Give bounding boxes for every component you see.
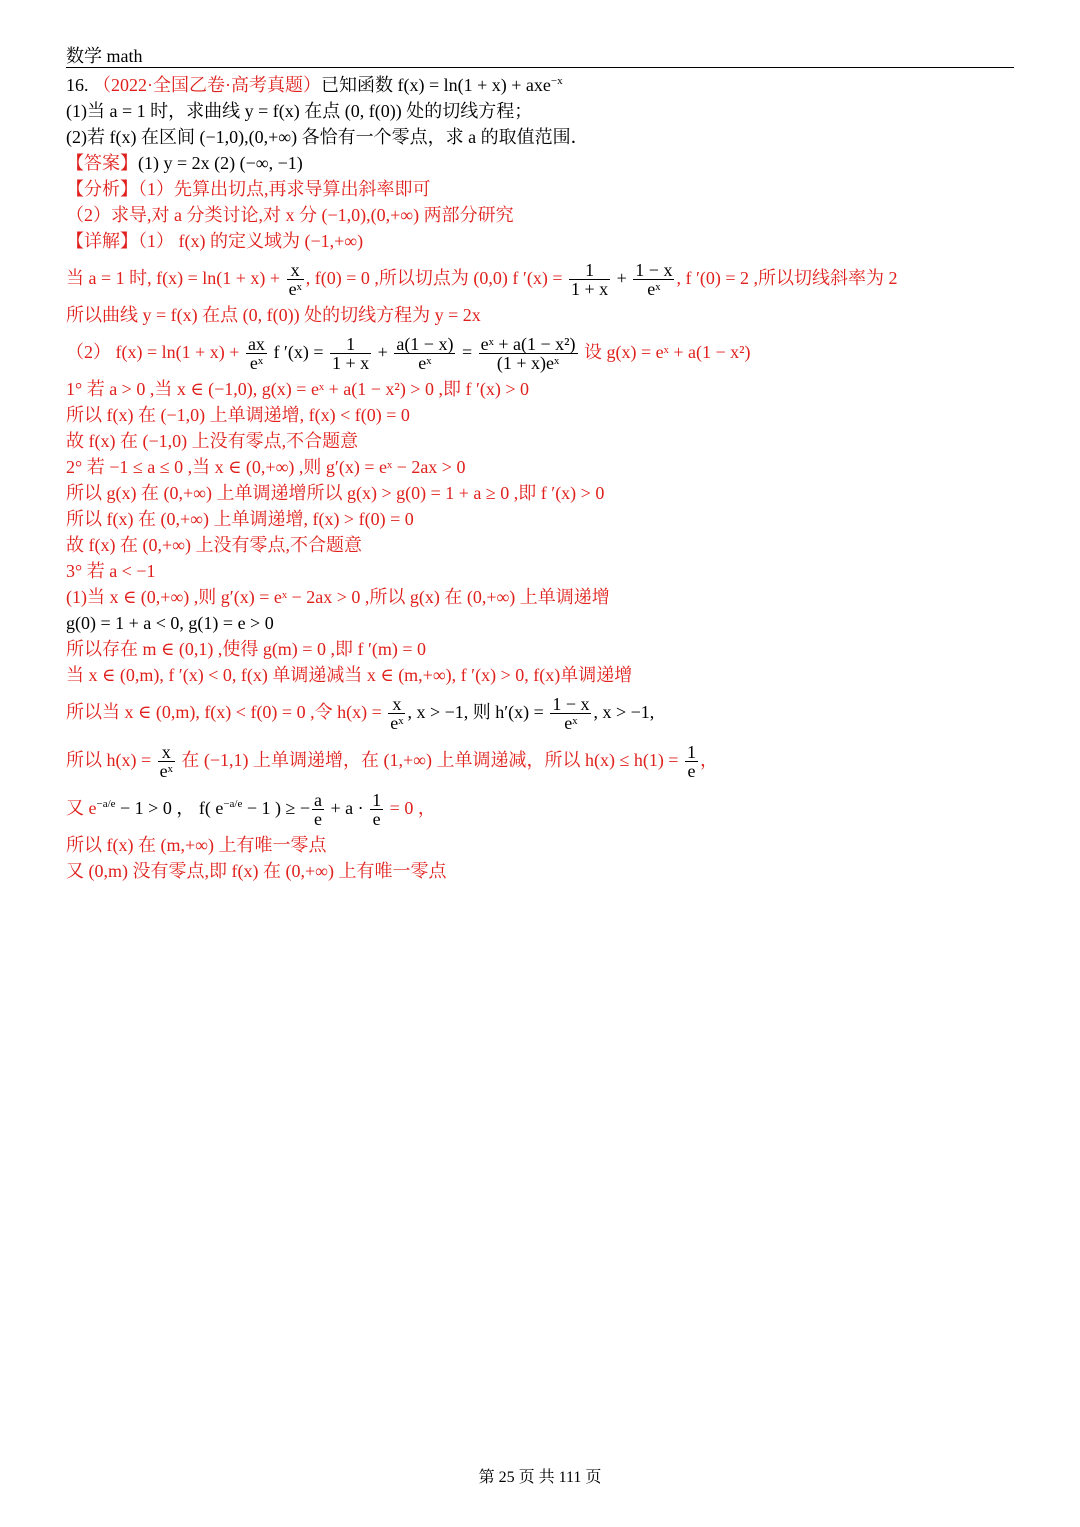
problem-q1: (1)当 a = 1 时，求曲线 y = f(x) 在点 (0, f(0)) 处的切线方程； bbox=[66, 101, 533, 121]
detail-l2b: , f(0) = 0 ,所以切点为 (0,0) f ′(x) = bbox=[305, 268, 567, 288]
problem-q2: (2)若 f(x) 在区间 (−1,0),(0,+∞) 各恰有一个零点，求 a 的取值范围． bbox=[66, 127, 589, 147]
fraction-1-over-e: $\frac{1}{e}$ bbox=[686, 742, 696, 782]
detail-line-1 bbox=[66, 228, 1014, 254]
case3-line-5: 当 x ∈ (0,m), f ′(x) < 0, f(x) 单调递减当 x ∈ (m,+∞), f ′(x) > 0, f(x)单调递增 bbox=[66, 665, 633, 685]
case1-line-2: 所以 f(x) 在 (−1,0) 上单调递增, f(x) < f(0) = 0 bbox=[66, 405, 410, 425]
problem-source: （2022·全国乙卷·高考真题） bbox=[93, 75, 321, 95]
case3-line-6: 所以当 x ∈ (0,m), f(x) < f(0) = 0 ,令 h(x) = $\frac{x}{\text{eˣ}}$ , x > −1, 则 h′(x) = $\frac{1 - x}{\text{eˣ}}$ , x > −1, bbox=[66, 694, 655, 734]
page-header bbox=[66, 42, 1014, 66]
case2-line-3: 所以 f(x) 在 (0,+∞) 上单调递增, f(x) > f(0) = 0 bbox=[66, 509, 414, 529]
fraction-hx-2: $\frac{x}{\text{eˣ}}$ bbox=[159, 742, 173, 782]
answer-label: 【答案】 bbox=[66, 153, 138, 173]
header-subject: 数学 math bbox=[66, 46, 143, 66]
fraction-1mx-over-ex: $\frac{1 - x}{\text{eˣ}}$ bbox=[635, 260, 673, 300]
analysis-line-2: （2）求导,对 a 分类讨论,对 x 分 (−1,0),(0,+∞) 两部分研究 bbox=[66, 205, 514, 225]
detail-l4a: （2） f(x) = ln(1 + x) + bbox=[66, 342, 244, 362]
detail-l2a: 当 a = 1 时, f(x) = ln(1 + x) + bbox=[66, 268, 285, 288]
case3-line-7: 所以 h(x) = $\frac{x}{\text{eˣ}}$ 在 (−1,1) 上单调递增，在 (1,+∞) 上单调递减，所以 h(x) ≤ h(1) = $\frac{1}{e}$ ， bbox=[66, 742, 718, 782]
case1-line-3: 故 f(x) 在 (−1,0) 上没有零点,不合题意 bbox=[66, 431, 359, 451]
fraction-1-over-1px-2: $\frac{1}{1 + x}$ bbox=[332, 334, 370, 374]
document-body bbox=[66, 72, 1014, 884]
case2-line-1: 2° 若 −1 ≤ a ≤ 0 ,当 x ∈ (0,+∞) ,则 g′(x) = eˣ − 2ax > 0 bbox=[66, 457, 466, 477]
case3-line-10: 又 (0,m) 没有零点,即 f(x) 在 (0,+∞) 上有唯一零点 bbox=[66, 861, 447, 881]
detail-l2c: , f ′(0) = 2 ,所以切线斜率为 2 bbox=[676, 268, 898, 288]
detail-text-1: （1） f(x) 的定义域为 (−1,+∞) bbox=[138, 231, 364, 251]
analysis-line-1 bbox=[66, 176, 1014, 202]
detail-l4c: 设 g(x) = eˣ + a(1 − x²) bbox=[579, 342, 751, 362]
fraction-hprime: $\frac{1 - x}{\text{eˣ}}$ bbox=[552, 694, 590, 734]
problem-stem bbox=[66, 72, 1014, 98]
fraction-combined: $\frac{\text{eˣ + a(1 − x²)}}{\text{(1 + x)eˣ}}$ bbox=[480, 334, 576, 374]
fraction-x-over-ex: $\frac{x}{\text{eˣ}}$ bbox=[288, 260, 302, 300]
case2-line-2: 所以 g(x) 在 (0,+∞) 上单调递增所以 g(x) > g(0) = 1 + a ≥ 0 ,即 f ′(x) > 0 bbox=[66, 483, 605, 503]
fraction-a1mx-over-ex: $\frac{a(1 - x)}{\text{eˣ}}$ bbox=[396, 334, 454, 374]
fraction-hx: $\frac{x}{\text{eˣ}}$ bbox=[390, 694, 404, 734]
answer-text: (1) y = 2x (2) (−∞, −1) bbox=[138, 153, 303, 173]
problem-number: 16. bbox=[66, 75, 89, 95]
problem-stem-exponent: −x bbox=[550, 75, 563, 87]
header-divider bbox=[66, 67, 1014, 68]
fraction-a-over-e: $\frac{a}{e}$ bbox=[314, 790, 323, 830]
fraction-1-over-e-2: $\frac{1}{e}$ bbox=[372, 790, 382, 830]
case2-line-4: 故 f(x) 在 (0,+∞) 上没有零点,不合题意 bbox=[66, 535, 362, 555]
detail-line-3: 所以曲线 y = f(x) 在点 (0, f(0)) 处的切线方程为 y = 2x bbox=[66, 305, 481, 325]
case3-line-4: 所以存在 m ∈ (0,1) ,使得 g(m) = 0 ,即 f ′(m) = 0 bbox=[66, 639, 427, 659]
page-number: 第 25 页 共 111 页 bbox=[478, 1469, 602, 1486]
fraction-ax-over-ex: $\frac{ax}{\text{eˣ}}$ bbox=[247, 334, 265, 374]
page-footer bbox=[0, 1464, 1080, 1487]
problem-stem-text: 已知函数 f(x) = ln(1 + x) + axe bbox=[321, 75, 551, 95]
analysis-text-1: （1）先算出切点,再求导算出斜率即可 bbox=[138, 179, 431, 199]
case3-line-9: 所以 f(x) 在 (m,+∞) 上有唯一零点 bbox=[66, 835, 327, 855]
detail-label: 【详解】 bbox=[66, 231, 138, 251]
case3-line-8: 又 $e^{-a/e} - 1 > 0$ ， f( $e^{-a/e} - 1$ ) ≥ − $\frac{a}{e}$ + a · $\frac{1}{e}$ = 0 ， bbox=[66, 790, 436, 830]
case3-line-2: (1)当 x ∈ (0,+∞) ,则 g′(x) = eˣ − 2ax > 0 ,所以 g(x) 在 (0,+∞) 上单调递增 bbox=[66, 587, 610, 607]
detail-line-4: （2） f(x) = ln(1 + x) + $\frac{ax}{\text{eˣ}}$ f ′(x) = $\frac{1}{1 + x}$ + $\frac{a(1 - x)}{\text{eˣ}}$ = $\frac{\text{eˣ + a(1 − x²)}}{\text{(1 + x)eˣ}}$ 设 g(x) = eˣ + a(1 − x²) bbox=[66, 334, 751, 374]
case1-line-1: 1° 若 a > 0 ,当 x ∈ (−1,0), g(x) = eˣ + a(1 − x²) > 0 ,即 f ′(x) > 0 bbox=[66, 379, 530, 399]
exponent-repeat: −a/e bbox=[223, 798, 243, 810]
analysis-label: 【分析】 bbox=[66, 179, 138, 199]
case3-line-3: g(0) = 1 + a < 0, g(1) = e > 0 bbox=[66, 613, 274, 633]
detail-line-2: 当 a = 1 时, f(x) = ln(1 + x) + $\frac{x}{\text{eˣ}}$ , f(0) = 0 ,所以切点为 (0,0) f ′(x) = $\frac{1}{1 + x}$ + $\frac{1 - x}{\text{eˣ}}$ , f ′(0) = 2 ,所以切线斜率为 2 bbox=[66, 260, 898, 300]
fraction-1-over-1px: $\frac{1}{1 + x}$ bbox=[570, 260, 609, 300]
case3-line-1: 3° 若 a < −1 bbox=[66, 561, 156, 581]
answer-line bbox=[66, 150, 1014, 176]
